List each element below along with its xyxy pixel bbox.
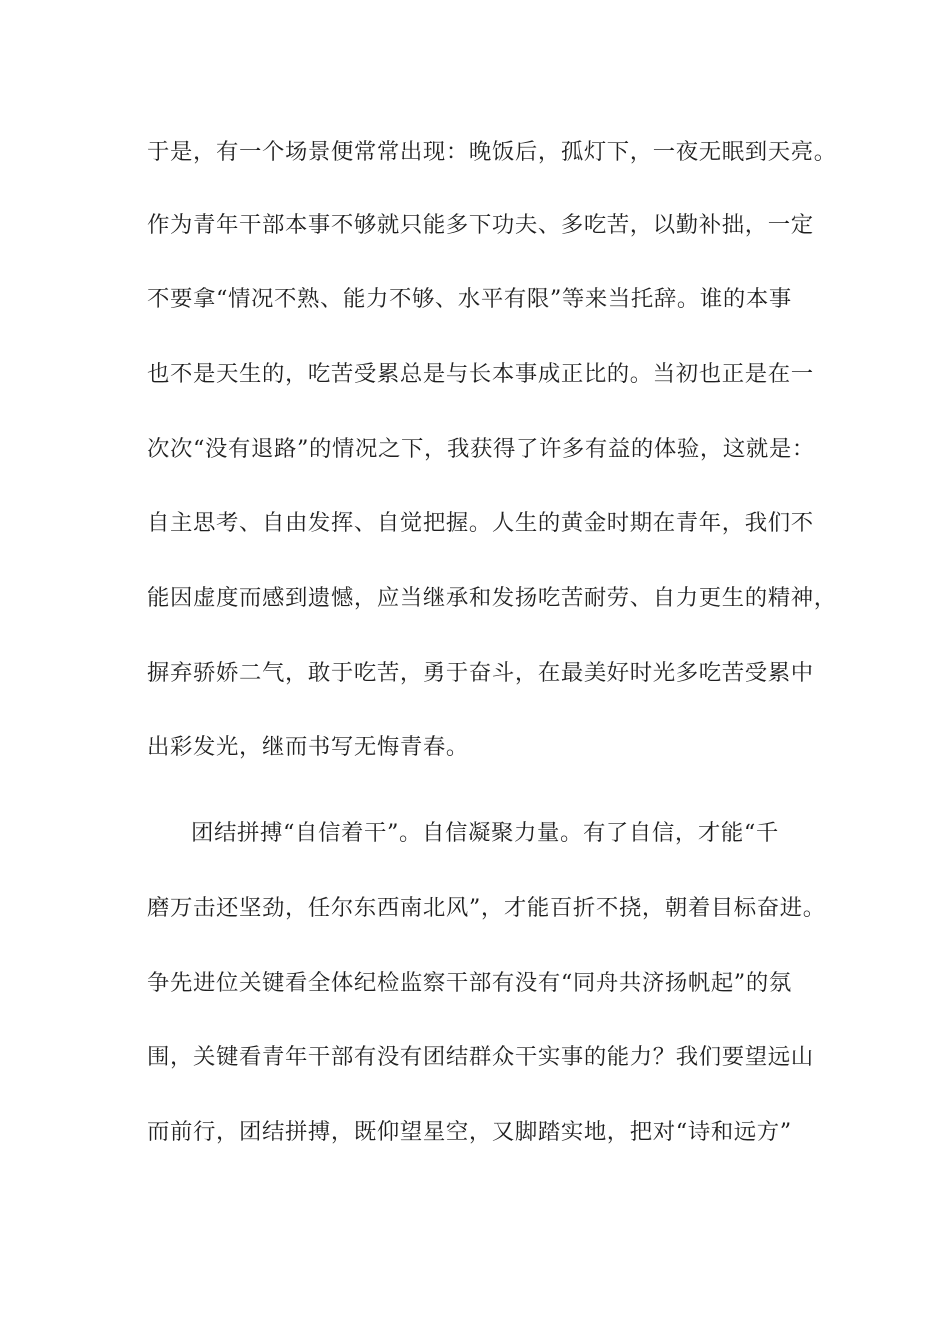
text-line: 次次“没有退路”的情况之下，我获得了许多有益的体验，这就是：: [147, 436, 815, 462]
text-line: 争先进位关键看全体纪检监察干部有没有“同舟共济扬帆起”的氛: [147, 970, 792, 996]
text-line: 出彩发光，继而书写无悔青春。: [147, 734, 469, 760]
text-line: 而前行，团结拼搏，既仰望星空，又脚踏实地，把对“诗和远方”: [147, 1119, 792, 1145]
text-line: 于是，有一个场景便常常出现：晚饭后，孤灯下，一夜无眠到天亮。: [147, 139, 837, 165]
text-line: 不要拿“情况不熟、能力不够、水平有限”等来当托辞。谁的本事: [147, 286, 792, 312]
paragraph-start-line: 团结拼搏“自信着干”。自信凝聚力量。有了自信，才能“千: [191, 820, 779, 846]
text-line: 自主思考、自由发挥、自觉把握。人生的黄金时期在青年，我们不: [147, 510, 814, 536]
text-line: 围，关键看青年干部有没有团结群众干实事的能力？我们要望远山: [147, 1044, 814, 1070]
text-line: 磨万击还坚劲，任尔东西南北风”，才能百折不挠，朝着目标奋进。: [147, 895, 826, 921]
text-line: 能因虚度而感到遗憾，应当继承和发扬吃苦耐劳、自力更生的精神，: [147, 585, 837, 611]
text-line: 也不是天生的，吃苦受累总是与长本事成正比的。当初也正是在一: [147, 361, 814, 387]
text-line: 摒弃骄娇二气，敢于吃苦，勇于奋斗，在最美好时光多吃苦受累中: [147, 660, 814, 686]
text-line: 作为青年干部本事不够就只能多下功夫、多吃苦，以勤补拙，一定: [147, 212, 814, 238]
